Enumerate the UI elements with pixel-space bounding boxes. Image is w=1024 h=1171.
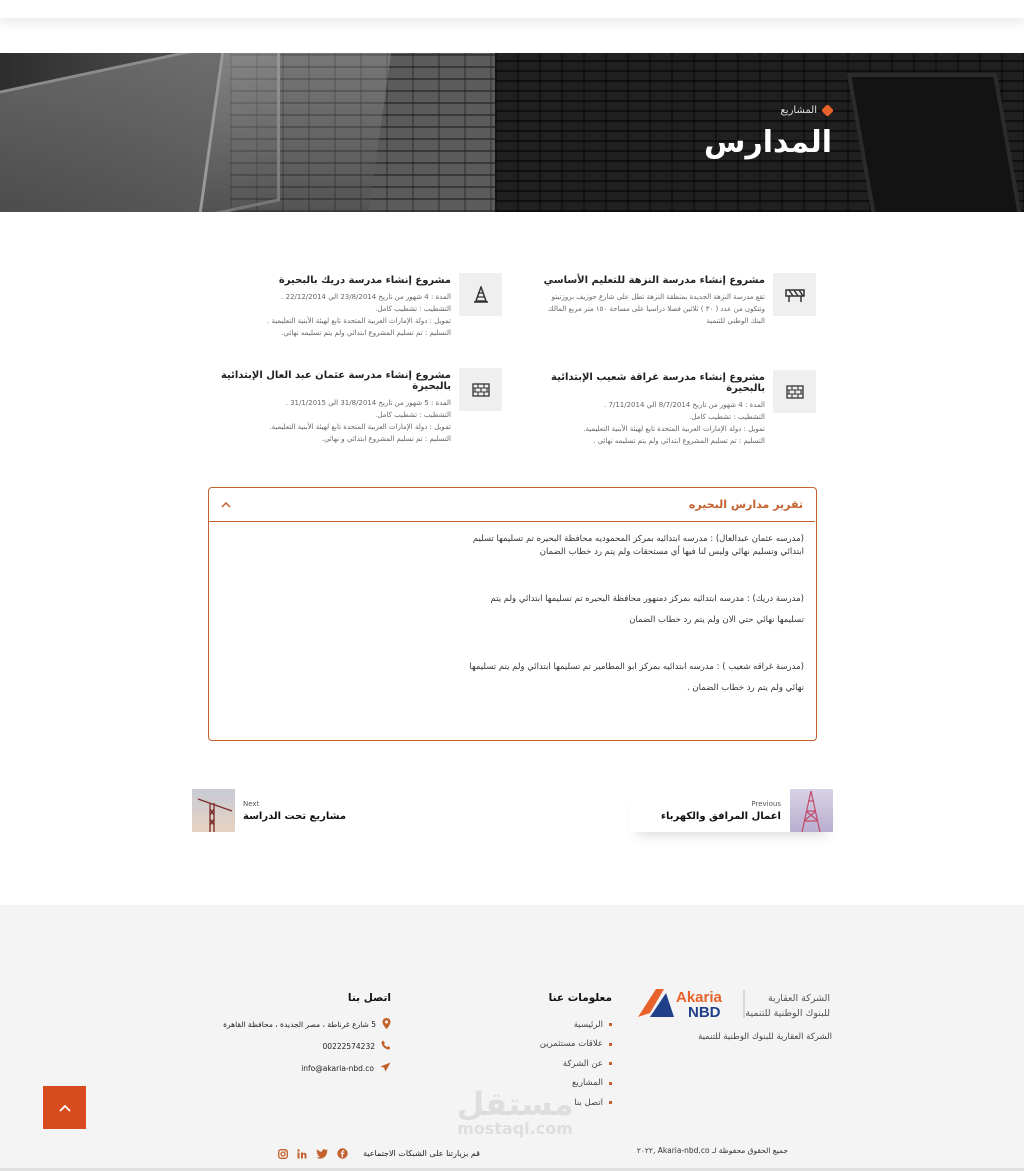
brick-wall-icon (773, 370, 816, 413)
footer-link-contact[interactable]: اتصل بنا (540, 1093, 612, 1113)
brand-ar-bottom: للبنوك الوطنية للتنمية (745, 1008, 830, 1019)
breadcrumb[interactable] (780, 105, 832, 116)
twitter-icon[interactable] (316, 1144, 328, 1163)
scroll-to-top-button[interactable] (43, 1086, 86, 1129)
social-links (278, 1144, 480, 1163)
road-barrier-icon (773, 273, 816, 316)
accordion-title[interactable]: تقرير مدارس البحيره (688, 498, 803, 511)
previous-label: Previous (751, 800, 781, 808)
report-paragraph: (مدرسة دريك) : مدرسه ابتدائيه بمركز دمنهور محافظة البحيره تم تسليمها ابتدائي ولم يتم (490, 594, 804, 604)
project-title[interactable]: مشروع إنشاء مدرسة عثمان عبد العال الإبتدائية بالبحيرة (220, 370, 451, 392)
map-pin-icon (382, 1018, 391, 1031)
next-project-link[interactable] (192, 789, 392, 832)
project-detail: المدة : 5 شهور من تاريخ 31/8/2014 الي 31/1/2015 . (285, 399, 451, 407)
top-navbar (0, 0, 1024, 18)
project-detail: تمويل : دولة الإمارات العربية المتحدة تابع لهيئة الأبنية التعليمية. (269, 423, 451, 431)
contact-list (223, 1013, 391, 1079)
previous-project-link[interactable] (630, 789, 833, 832)
footer-link-about[interactable]: عن الشركة (540, 1054, 612, 1074)
watermark: مستقل mostaql.com (456, 1085, 574, 1138)
tower-thumbnail (790, 789, 833, 832)
project-title[interactable]: مشروع إنشاء مدرسة دريك بالبحيرة (278, 275, 451, 286)
project-detail: المدة : 4 شهور من تاريخ 8/7/2014 الي 7/11/2014 . (604, 401, 765, 409)
report-paragraph: ابتدائي وتسليم نهائي وليس لنا فيها أي مستحقات ولم يتم رد خطاب الضمان (539, 547, 804, 557)
footer-link-home[interactable]: الرئيسية (540, 1015, 612, 1035)
chevron-up-icon (59, 1104, 71, 1112)
project-detail: التشطيب : تشطيب كامل. (375, 411, 451, 419)
send-icon (380, 1062, 391, 1074)
project-title[interactable]: مشروع إنشاء مدرسة النزهة للتعليم الأساسي (543, 275, 765, 286)
project-detail: التسليم : تم تسليم المشروع ابتدائي و نهائي. (321, 435, 451, 443)
breadcrumb-projects[interactable]: المشاريع (780, 105, 817, 116)
accordion-body (224, 533, 804, 695)
project-detail: التشطيب : تشطيب كامل. (689, 413, 765, 421)
project-detail: البنك الوطني للتنمية (706, 317, 765, 325)
phone-icon (381, 1040, 391, 1052)
copyright-text: جميع الحقوق محفوظة لـ Akaria-nbd.co ,٢٠٢٢ (636, 1146, 788, 1155)
report-paragraph: (مدرسة غراقه شعيب ) : مدرسه ابتدائيه بمركز ابو المطامير تم تسليمها ابتدائي ولم يتم تسليمها (469, 662, 804, 672)
linkedin-icon[interactable] (297, 1144, 307, 1163)
footer-link-projects[interactable]: المشاريع (540, 1074, 612, 1094)
company-description: الشركة العقارية للبنوك الوطنية للتنمية (698, 1032, 832, 1042)
contact-email[interactable]: info@akaria-nbd.co (223, 1057, 391, 1079)
project-detail: تمويل : دولة الإمارات العربية المتحدة تابع لهيئة الأبنية التعليمية . (267, 317, 451, 325)
contact-phone[interactable]: 00222574232 (223, 1035, 391, 1057)
site-footer (0, 905, 1024, 1171)
brand-en-top: Akaria (676, 989, 722, 1006)
report-paragraph: نهائي ولم يتم رد خطاب الضمان . (687, 683, 804, 693)
report-paragraph: تسليمها نهائي حتي الان ولم يتم رد خطاب الضمان (629, 615, 804, 625)
brand-en-bottom: NBD (688, 1004, 721, 1021)
social-label: قم بزيارتنا على الشبكات الاجتماعية (363, 1149, 480, 1158)
project-detail: وتتكون من عدد ( ٣٠ ) ثلاثين فصلا دراسيا على مساحة ١٥٠ متر مربع المالك (547, 305, 765, 313)
project-detail: تمويل : دولة الإمارات العربية المتحدة تابع لهيئة الأبنية التعليمية. (583, 425, 765, 433)
traffic-cone-icon (459, 273, 502, 316)
facebook-icon[interactable] (337, 1144, 348, 1163)
project-detail: تقع مدرسة النزهة الجديدة بمنطقة النزهة تطل على شارع جوزيف بروزتيتو (551, 293, 765, 301)
brick-wall-icon (459, 368, 502, 411)
tag-icon (821, 104, 834, 117)
contact-heading: اتصل بنا (347, 992, 391, 1004)
report-paragraph: (مدرسه عثمان عبدالعال) : مدرسه ابتدائيه بمركز المحموديه محافظة البحيره تم تسليمها تسليم (472, 534, 804, 544)
project-title[interactable]: مشروع إنشاء مدرسة غراقة شعيب الإبتدائية بالبحيرة (551, 372, 765, 394)
next-label: Next (243, 800, 260, 808)
page-hero (0, 53, 1024, 212)
project-detail: التسليم : تم تسليم المشروع ابتدائي ولم يتم تسليمه نهائي. (281, 329, 451, 337)
chevron-up-icon[interactable] (219, 498, 233, 512)
instagram-icon[interactable] (278, 1144, 288, 1163)
company-logo[interactable] (636, 987, 832, 1021)
project-detail: التشطيب : تشطيب كامل. (375, 305, 451, 313)
next-title[interactable]: مشاريع تحت الدراسة (243, 811, 347, 822)
report-accordion (208, 487, 817, 741)
previous-title[interactable]: اعمال المرافق والكهرباء (660, 811, 781, 822)
footer-link-investors[interactable]: علاقات مستثمرين (540, 1035, 612, 1055)
info-heading: معلومات عنا (548, 992, 612, 1004)
brand-ar-top: الشركة العقارية (767, 993, 830, 1004)
project-detail: التسليم : تم تسليم المشروع ابتدائي ولم يتم تسليمه نهائي . (593, 437, 765, 445)
page-title: المدارس (704, 125, 832, 160)
contact-address: 5 شارع غرناطة ، مصر الجديدة ، محافظة القاهرة (223, 1013, 391, 1035)
crane-thumbnail (192, 789, 235, 832)
project-detail: المدة : 4 شهور من تاريخ 23/8/2014 الي 22/12/2014 . (281, 293, 451, 301)
accordion-header[interactable] (209, 488, 815, 522)
